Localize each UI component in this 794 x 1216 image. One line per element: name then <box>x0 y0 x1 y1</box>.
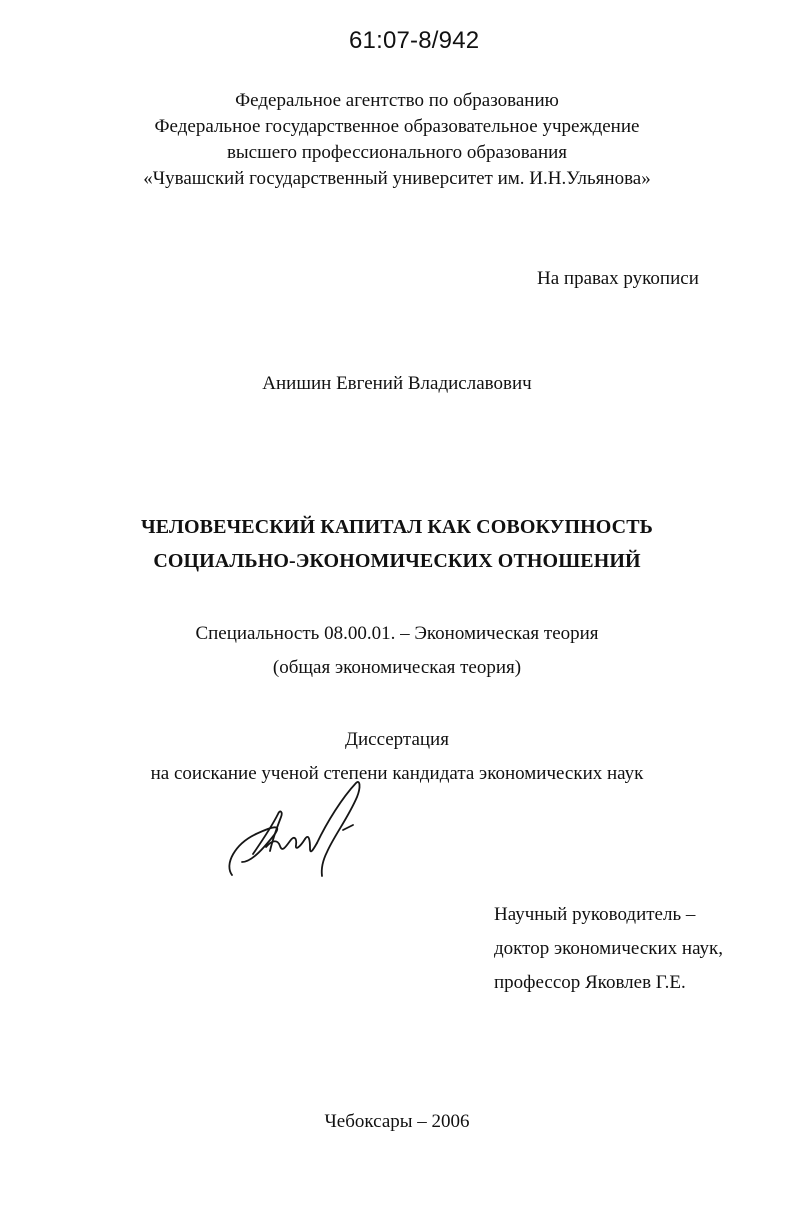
title-line-2: СОЦИАЛЬНО-ЭКОНОМИЧЕСКИХ ОТНОШЕНИЙ <box>153 550 641 572</box>
document-type-line-1: Диссертация <box>345 729 449 750</box>
specialty-line-1: Специальность 08.00.01. – Экономическая теория <box>195 623 599 644</box>
dissertation-title <box>0 510 794 578</box>
handwritten-signature <box>222 780 372 882</box>
organization-line-2: Федеральное государственное образовательное учреждение <box>154 116 640 137</box>
rights-note: На правах рукописи <box>537 268 699 289</box>
specialty-line-2: (общая экономическая теория) <box>272 657 522 678</box>
city-year: Чебоксары – 2006 <box>324 1111 470 1132</box>
author-name: Анишин Евгений Владиславович <box>262 373 532 394</box>
supervisor-line-3: профессор Яковлев Г.Е. <box>494 972 686 993</box>
document-type-line-2: на соискание ученой степени кандидата экономических наук <box>150 763 644 784</box>
document-type-block <box>0 723 794 791</box>
organization-line-4: «Чувашский государственный университет им. И.Н.Ульянова» <box>143 168 651 189</box>
organization-line-1: Федеральное агентство по образованию <box>235 90 559 111</box>
supervisor-block <box>494 898 764 1000</box>
specialty-block <box>0 617 794 685</box>
organization-block <box>0 88 794 192</box>
organization-line-3: высшего профессионального образования <box>226 142 568 163</box>
title-line-1: ЧЕЛОВЕЧЕСКИЙ КАПИТАЛ КАК СОВОКУПНОСТЬ <box>141 516 653 538</box>
supervisor-line-2: доктор экономических наук, <box>494 938 724 959</box>
supervisor-line-1: Научный руководитель – <box>494 904 696 925</box>
archive-code: 61:07-8/942 <box>349 27 480 54</box>
